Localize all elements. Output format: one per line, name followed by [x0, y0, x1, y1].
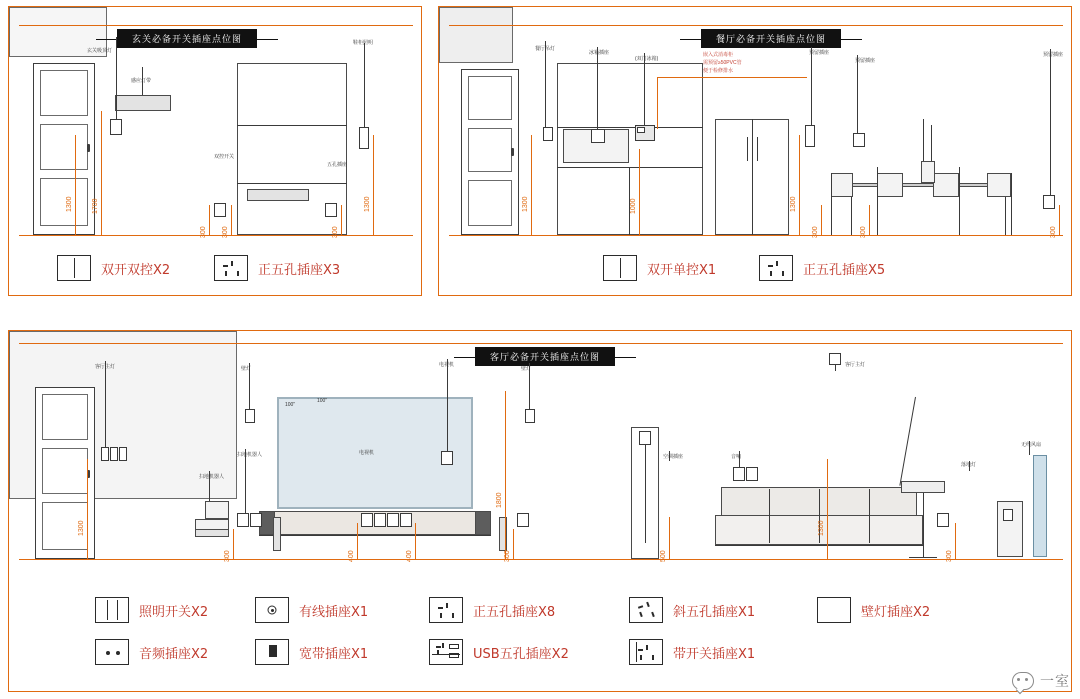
- dim-line-entry-2: [101, 111, 102, 235]
- legend-entry-2[interactable]: [214, 255, 340, 281]
- door-knob: [511, 148, 514, 156]
- leader-d6: [1050, 49, 1051, 195]
- socket-mark-living-ceiling[interactable]: [829, 353, 841, 365]
- dim-line-entry-3: [373, 135, 374, 235]
- leader-l4: [447, 359, 448, 451]
- note-living-6: 扫地机器人: [237, 452, 263, 458]
- wechat-icon: [1012, 672, 1034, 690]
- dim-line-living-3: [233, 529, 234, 559]
- socket-mark-living-tv-5[interactable]: [387, 513, 399, 527]
- lamp-rod: [142, 85, 143, 95]
- note-dining-callout-3: 便于检修排水: [703, 68, 734, 74]
- chair-back-1: [831, 173, 832, 235]
- dim-entry-5: 300: [222, 226, 229, 238]
- socket-mark-sofa-3[interactable]: [937, 513, 949, 527]
- broadband-socket-icon: [255, 639, 289, 665]
- door-elevation: [35, 387, 95, 559]
- ceiling-line: [449, 25, 1063, 26]
- dim-line-living-5: [415, 523, 416, 559]
- robot-vacuum-dock: [205, 501, 229, 519]
- callout-line-v: [657, 77, 658, 129]
- note-living-12: 100": [317, 398, 328, 404]
- fridge-split: [752, 119, 753, 235]
- floor-lamp-base: [909, 557, 937, 558]
- dim-line-living-9: [827, 459, 828, 559]
- socket-mark-entry-3[interactable]: [325, 203, 337, 217]
- dim-line-entry-4: [209, 205, 210, 235]
- dining-chair-3: [933, 173, 959, 197]
- note-dining-5: 预留插座: [855, 58, 876, 64]
- fridge-handle-l: [747, 137, 748, 161]
- note-living-9: 音响: [731, 454, 742, 460]
- legend-living-lighting-switch[interactable]: [95, 597, 208, 623]
- dim-dining-3: 1300: [790, 196, 797, 212]
- cabinet-shelf-1: [237, 125, 347, 126]
- switch-mark-living-1[interactable]: [101, 447, 109, 461]
- legend-living-audio-socket[interactable]: [95, 639, 208, 665]
- legend-entry-1-label: 双开双控X2: [101, 262, 171, 278]
- legend-living-c3r2-label: USB五孔插座X2: [473, 646, 569, 662]
- floor-lamp-pole: [899, 397, 916, 486]
- socket-mark-living-tv-4[interactable]: [374, 513, 386, 527]
- note-living-5: 客厅主灯: [845, 362, 866, 368]
- switch-mark-living-2[interactable]: [110, 447, 118, 461]
- door-elevation: [461, 69, 519, 235]
- floor-line: [19, 235, 413, 236]
- cabinet-drawer: [247, 189, 309, 201]
- dim-dining-4: 300: [812, 226, 819, 238]
- leader-d3: [644, 53, 645, 125]
- five-hole-socket-icon: [759, 255, 793, 281]
- dim-entry-4: 300: [200, 226, 207, 238]
- socket-mark-living-tv-2[interactable]: [250, 513, 262, 527]
- note-dining-1: 餐厅吊灯: [535, 46, 556, 52]
- panel-living: [8, 330, 1072, 692]
- dim-line-living-4: [357, 523, 358, 559]
- legend-living-c2r2-label: 宽带插座X1: [299, 646, 369, 662]
- legend-living-c2r1-label: 有线插座X1: [299, 604, 369, 620]
- note-entry-3: 鞋柜照明: [353, 40, 374, 46]
- note-dining-callout-1: 嵌入式消毒柜: [703, 52, 734, 58]
- socket-mark-living-tv-9[interactable]: [245, 409, 255, 423]
- usb-five-hole-socket-icon: [429, 639, 463, 665]
- floor-line: [19, 559, 1063, 560]
- sofa-div-1: [769, 489, 770, 543]
- door-panel-mid: [40, 124, 88, 170]
- socket-mark-sofa-2[interactable]: [746, 467, 758, 481]
- fridge-handle-r: [757, 137, 758, 161]
- dim-entry-3: 1300: [364, 196, 371, 212]
- socket-mark-living-tv-1[interactable]: [237, 513, 249, 527]
- panel-dining-title: 餐厅必备开关插座点位图: [701, 29, 841, 48]
- leader-1: [116, 37, 117, 119]
- socket-mark-ac[interactable]: [639, 431, 651, 445]
- legend-living-c4r2-label: 带开关插座X1: [673, 646, 756, 662]
- dining-chair-2: [877, 173, 903, 197]
- double-switch-single-control-icon: [603, 255, 637, 281]
- socket-mark-dining-2[interactable]: [637, 127, 645, 133]
- socket-mark-dining-4[interactable]: [853, 133, 865, 147]
- dining-chair-1: [831, 173, 853, 197]
- watermark-label: 一室: [1040, 673, 1070, 689]
- dim-living-5: 400: [406, 550, 413, 562]
- note-entry-5: 五孔插座: [327, 162, 348, 168]
- dim-line-entry-5: [231, 205, 232, 235]
- dim-line-dining-4: [821, 205, 822, 235]
- legend-living-usb-five-hole[interactable]: [429, 639, 569, 665]
- lighting-switch-icon: [95, 597, 129, 623]
- ac-center-line: [645, 443, 646, 543]
- dim-line-living-8: [955, 523, 956, 559]
- robot-vacuum-base: [195, 529, 229, 537]
- chair-back-4: [1011, 173, 1012, 235]
- note-living-10: 落地灯: [961, 462, 977, 468]
- note-entry-4: 双控开关: [214, 154, 235, 160]
- leader-l1: [105, 361, 106, 447]
- socket-mark-dining-3[interactable]: [805, 125, 815, 147]
- note-living-2: 壁灯: [241, 366, 252, 372]
- note-living-1: 客厅主灯: [95, 364, 116, 370]
- legend-living-c1r2-label: 音频插座X2: [139, 646, 209, 662]
- legend-living-wall-lamp-socket[interactable]: [817, 597, 930, 623]
- door-elevation: [33, 63, 95, 235]
- leader-d5: [857, 55, 858, 133]
- socket-mark-living-tv-7[interactable]: [517, 513, 529, 527]
- double-switch-double-control-icon: [57, 255, 91, 281]
- dim-line-dining-3: [799, 135, 800, 235]
- note-dining-2: 冰箱插座: [589, 50, 610, 56]
- note-dining-3: (双门冰箱): [635, 56, 659, 62]
- ceiling-line: [19, 25, 413, 26]
- audio-socket-icon: [95, 639, 129, 665]
- dim-line-dining-5: [869, 205, 870, 235]
- switch-mark-dining-1[interactable]: [543, 127, 553, 141]
- socket-mark-living-tv-10[interactable]: [525, 409, 535, 423]
- dim-line-entry-1: [75, 135, 76, 235]
- socket-mark-entry-4[interactable]: [214, 203, 226, 217]
- tv-cabinet-end-right: [475, 511, 491, 535]
- dim-living-1: 1300: [78, 520, 85, 536]
- door-panel-bottom: [40, 178, 88, 226]
- ceiling-lamp: [115, 95, 171, 111]
- floor-line: [449, 235, 1063, 236]
- socket-mark-dining-1[interactable]: [591, 129, 605, 143]
- note-dining-4: 预留插座: [809, 50, 830, 56]
- dim-living-3: 300: [224, 550, 231, 562]
- dim-living-4: 400: [348, 550, 355, 562]
- dining-chair-4: [987, 173, 1011, 197]
- vase-branch-1: [923, 119, 924, 161]
- legend-living-five-hole[interactable]: [429, 597, 555, 623]
- socket-mark-living-tv-6[interactable]: [400, 513, 412, 527]
- cable-tv-socket-icon: [255, 597, 289, 623]
- dim-living-9: 1300: [818, 520, 825, 536]
- socket-mark-living-tv-3[interactable]: [361, 513, 373, 527]
- dim-line-dining-6: [1059, 205, 1060, 235]
- legend-living-angled-five-hole[interactable]: [629, 597, 755, 623]
- legend-living-c5r1-label: 壁灯插座X2: [861, 604, 931, 620]
- socket-mark-entry-2[interactable]: [359, 127, 369, 149]
- dim-line-living-2: [505, 391, 506, 559]
- note-dining-callout-2: 需预留≥50PVC管: [703, 60, 742, 66]
- socket-mark-living-tv-8[interactable]: [441, 451, 453, 465]
- leader-3: [364, 43, 365, 127]
- dim-dining-5: 300: [860, 226, 867, 238]
- dim-dining-2: 1000: [630, 198, 637, 214]
- panel-living-title: 客厅必备开关插座点位图: [475, 347, 615, 366]
- dim-line-entry-6: [341, 205, 342, 235]
- panel-entry: [8, 6, 422, 296]
- note-living-8: 空调插座: [663, 454, 684, 460]
- floor-lamp-stem: [923, 493, 924, 557]
- panel-dining: [438, 6, 1072, 296]
- leader-d4: [811, 47, 812, 125]
- tower-fan: [1033, 455, 1047, 557]
- dim-dining-1: 1300: [522, 196, 529, 212]
- leader-d2: [597, 47, 598, 129]
- switch-mark-living-3[interactable]: [119, 447, 127, 461]
- legend-living-c3r1-label: 正五孔插座X8: [473, 604, 556, 620]
- legend-living-cable-socket[interactable]: [255, 597, 368, 623]
- note-dining-6: 预留插座: [1043, 52, 1064, 58]
- sofa-div-3: [869, 489, 870, 543]
- dim-dining-6: 300: [1050, 226, 1057, 238]
- dim-living-6: 300: [504, 550, 511, 562]
- socket-mark-sofa-1[interactable]: [733, 467, 745, 481]
- panel-entry-title: 玄关必备开关插座点位图: [117, 29, 257, 48]
- vase: [921, 161, 935, 183]
- legend-dining-2[interactable]: [759, 255, 885, 281]
- switch-mark-entry-1[interactable]: [110, 119, 122, 135]
- watermark: [1012, 671, 1070, 691]
- dim-entry-6: 300: [332, 226, 339, 238]
- legend-living-c4r1-label: 斜五孔插座X1: [673, 604, 756, 620]
- sofa-base: [715, 545, 923, 546]
- ceiling-line: [19, 343, 1063, 344]
- cabinet-shelf-2: [237, 183, 347, 184]
- tv-center-label: 电视机: [359, 450, 375, 456]
- tv-cabinet-base: [259, 535, 491, 536]
- dim-living-8: 300: [946, 550, 953, 562]
- chair-back-3: [959, 167, 960, 235]
- socket-mark-dining-5[interactable]: [1043, 195, 1055, 209]
- door-panel-top: [40, 70, 88, 116]
- legend-entry-2-label: 正五孔插座X3: [258, 262, 341, 278]
- tv-inch-label: 100": [285, 402, 296, 408]
- socket-mark-fan[interactable]: [1003, 509, 1013, 521]
- switched-socket-icon: [629, 639, 663, 665]
- door-knob: [87, 144, 90, 152]
- dim-line-living-6: [513, 529, 514, 559]
- note-entry-2: 感应灯带: [131, 78, 152, 84]
- leader-l5: [835, 365, 836, 371]
- note-living-7: 扫地机器人: [199, 474, 225, 480]
- dim-living-2: 1800: [496, 492, 503, 508]
- vase-branch-2: [931, 125, 932, 161]
- legend-living-switched-socket[interactable]: [629, 639, 755, 665]
- dim-entry-1: 1300: [66, 196, 73, 212]
- note-entry-1: 玄关吸顶灯: [87, 48, 113, 54]
- dim-line-living-1: [87, 459, 88, 559]
- legend-entry-1[interactable]: [57, 255, 170, 281]
- dim-entry-2: 1700: [92, 198, 99, 214]
- floor-lamp-shade: [901, 481, 945, 493]
- cabinet-marble: [439, 7, 513, 63]
- legend-dining-1-label: 双开单控X1: [647, 262, 717, 278]
- five-hole-socket-icon: [429, 597, 463, 623]
- leader-d1: [545, 41, 546, 127]
- dim-line-dining-1: [531, 135, 532, 235]
- legend-dining-2-label: 正五孔插座X5: [803, 262, 886, 278]
- callout-line-h: [657, 77, 807, 78]
- chair-back-2: [877, 167, 878, 235]
- cabinet-line-1: [557, 127, 703, 128]
- note-living-4: 电视机: [439, 362, 455, 368]
- legend-dining-1[interactable]: [603, 255, 716, 281]
- dim-line-living-7: [669, 517, 670, 559]
- dim-living-7: 500: [660, 550, 667, 562]
- dim-line-dining-2: [639, 149, 640, 235]
- speaker-left: [273, 517, 281, 551]
- legend-living-c1r1-label: 照明开关X2: [139, 604, 209, 620]
- wall-lamp-socket-icon: [817, 597, 851, 623]
- cabinet-line-2: [557, 167, 703, 168]
- legend-living-broadband-socket[interactable]: [255, 639, 368, 665]
- five-hole-socket-icon: [214, 255, 248, 281]
- angled-five-hole-socket-icon: [629, 597, 663, 623]
- note-living-3: 壁灯: [521, 366, 532, 372]
- note-living-11: 无线风扇: [1021, 442, 1042, 448]
